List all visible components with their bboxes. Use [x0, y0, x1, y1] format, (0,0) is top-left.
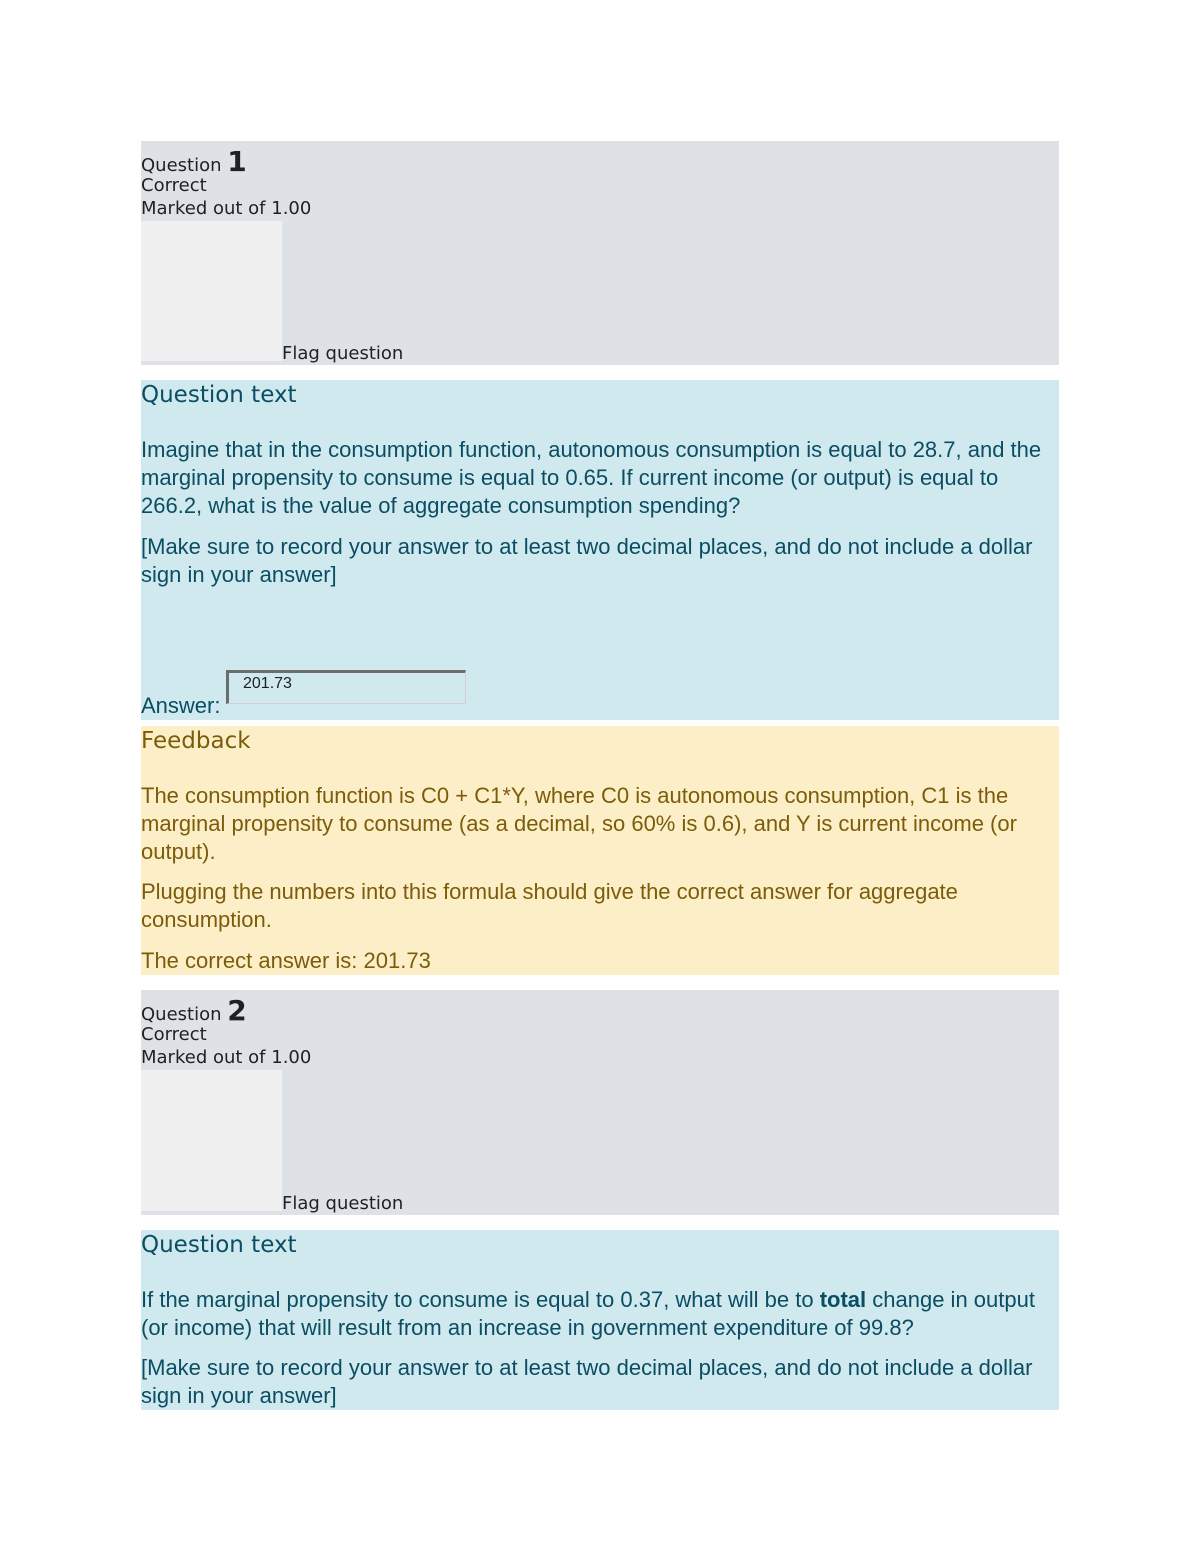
question-1-info [141, 141, 1059, 365]
question-grade: Marked out of 1.00 [141, 198, 312, 219]
answer-label: Answer: [141, 693, 221, 718]
feedback-correct-answer: The correct answer is: 201.73 [141, 948, 431, 973]
feedback-hint: Plugging the numbers into this formula should give the correct answer for aggregate consumption. [141, 879, 958, 932]
question-state: Correct [141, 175, 207, 196]
question-text-heading: Question text [141, 382, 297, 408]
question-text-heading: Question text [141, 1232, 297, 1258]
question-label: Question [141, 155, 222, 176]
question-number: 1 [227, 145, 247, 178]
question-text-part: If the marginal propensity to consume is equal to 0.37, what will be to [141, 1287, 820, 1312]
question-text-emphasis: total [819, 1287, 867, 1312]
question-label: Question [141, 1004, 222, 1025]
question-2-text [141, 1230, 1059, 1410]
question-state: Correct [141, 1024, 207, 1045]
feedback-explanation: The consumption function is C0 + C1*Y, where C0 is autonomous consumption, C1 is the marginal propensity to consume (as a decimal, so 60% is 0.6), and Y is current income (or output). [141, 783, 1017, 864]
question-grade: Marked out of 1.00 [141, 1047, 312, 1068]
question-2-info [141, 990, 1059, 1215]
flag-icon[interactable] [141, 221, 282, 361]
question-text-part: change in output (or income) that will result from an increase in government expenditure of 99.8? [141, 1287, 1035, 1340]
flag-icon[interactable] [141, 1070, 282, 1211]
question-1-text [141, 380, 1059, 720]
question-text-paragraph [141, 1286, 1053, 1342]
question-number-line [141, 145, 247, 178]
question-number: 2 [227, 994, 247, 1027]
question-text-instructions: [Make sure to record your answer to at least two decimal places, and do not include a dollar sign in your answer] [141, 1355, 1033, 1408]
feedback-heading: Feedback [141, 728, 251, 754]
question-1-feedback [141, 726, 1059, 975]
answer-input[interactable]: 201.73 [226, 670, 466, 704]
question-number-line [141, 994, 247, 1027]
flag-question-link[interactable]: Flag question [282, 343, 404, 364]
flag-question-link[interactable]: Flag question [282, 1193, 404, 1214]
question-text-instructions: [Make sure to record your answer to at least two decimal places, and do not include a dollar sign in your answer] [141, 534, 1033, 587]
question-text-paragraph: Imagine that in the consumption function, autonomous consumption is equal to 28.7, and the marginal propensity to consume is equal to 0.65. If current income (or output) is equal to 266.2, what is the value of aggregate consumption spending? [141, 437, 1042, 518]
